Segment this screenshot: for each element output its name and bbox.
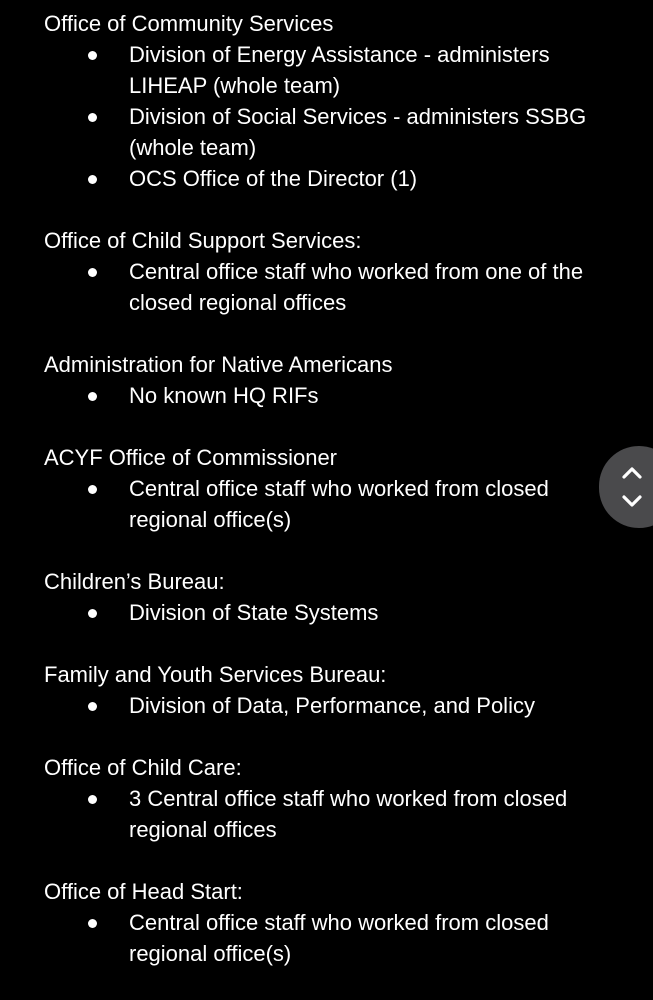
section-heading: Office of Child Care:	[44, 755, 242, 780]
section-family-youth-services	[44, 659, 604, 721]
bullet-icon	[88, 795, 97, 804]
scroll-control[interactable]	[599, 446, 653, 528]
section-native-americans	[44, 349, 604, 411]
chevron-up-icon[interactable]	[621, 466, 643, 480]
bullet-list	[44, 907, 604, 969]
list-item-text: Central office staff who worked from closed regional office(s)	[129, 910, 549, 966]
list-item	[44, 380, 604, 411]
list-item	[44, 39, 604, 101]
list-item-text: Division of Social Services - administers SSBG (whole team)	[129, 104, 587, 160]
bullet-icon	[88, 175, 97, 184]
bullet-icon	[88, 268, 97, 277]
section-heading: Administration for Native Americans	[44, 352, 393, 377]
list-item	[44, 907, 604, 969]
list-item	[44, 163, 604, 194]
section-heading: Office of Head Start:	[44, 879, 243, 904]
section-heading: Office of Child Support Services:	[44, 228, 362, 253]
list-item-text: No known HQ RIFs	[129, 383, 319, 408]
section-heading: Office of Community Services	[44, 11, 334, 36]
bullet-icon	[88, 113, 97, 122]
list-item-text: Central office staff who worked from one of the closed regional offices	[129, 259, 584, 315]
section-acyf-commissioner	[44, 442, 604, 535]
section-heading: Family and Youth Services Bureau:	[44, 662, 387, 687]
bullet-list	[44, 690, 604, 721]
list-item-text: Division of Energy Assistance - administers LIHEAP (whole team)	[129, 42, 550, 98]
list-item	[44, 783, 604, 845]
section-child-care	[44, 752, 604, 845]
list-item-text: Division of Data, Performance, and Policy	[129, 693, 535, 718]
bullet-icon	[88, 485, 97, 494]
bullet-icon	[88, 51, 97, 60]
bullet-list	[44, 256, 604, 318]
list-item	[44, 101, 604, 163]
bullet-list	[44, 39, 604, 194]
list-item-text: OCS Office of the Director (1)	[129, 166, 418, 191]
section-heading: Children’s Bureau:	[44, 569, 225, 594]
section-child-support-services	[44, 225, 604, 318]
section-community-services	[44, 8, 604, 194]
list-item	[44, 597, 604, 628]
bullet-list	[44, 783, 604, 845]
list-item-text: 3 Central office staff who worked from closed regional offices	[129, 786, 568, 842]
section-childrens-bureau	[44, 566, 604, 628]
bullet-list	[44, 380, 604, 411]
bullet-icon	[88, 919, 97, 928]
list-item	[44, 473, 604, 535]
bullet-icon	[88, 392, 97, 401]
section-heading: ACYF Office of Commissioner	[44, 445, 338, 470]
section-head-start	[44, 876, 604, 969]
list-item	[44, 256, 604, 318]
bullet-list	[44, 473, 604, 535]
document-body	[44, 8, 604, 1000]
bullet-icon	[88, 702, 97, 711]
list-item-text: Central office staff who worked from closed regional office(s)	[129, 476, 549, 532]
bullet-icon	[88, 609, 97, 618]
list-item-text: Division of State Systems	[129, 600, 379, 625]
chevron-down-icon[interactable]	[621, 494, 643, 508]
list-item	[44, 690, 604, 721]
bullet-list	[44, 597, 604, 628]
